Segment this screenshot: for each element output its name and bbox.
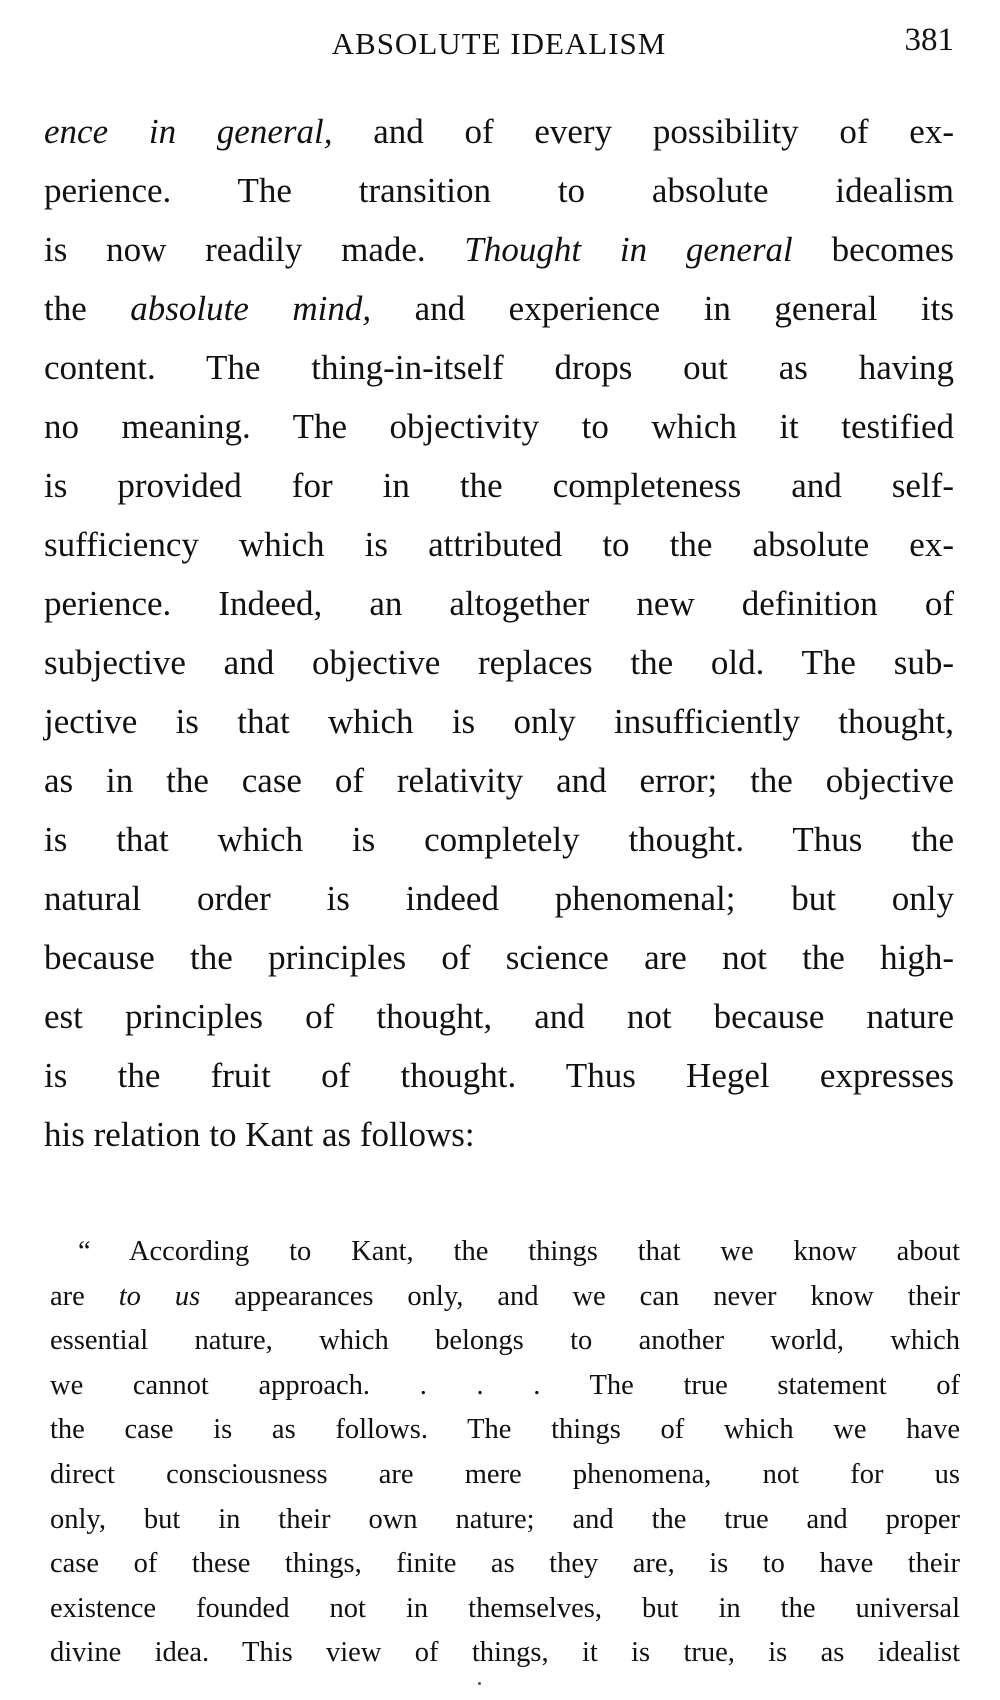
page-number: 381 (904, 22, 954, 58)
text-line (44, 220, 954, 279)
text-line: perience. The transition to absolute idealism (44, 171, 954, 210)
text-line: subjective and objective replaces the old. The sub- (44, 643, 954, 682)
text-run: the (44, 289, 131, 328)
italic-phrase: absolute mind, (130, 289, 372, 328)
text-line: as in the case of relativity and error; the objective (44, 761, 954, 800)
quote-line: essential nature, which belongs to another world, which (50, 1325, 960, 1357)
italic-phrase: Thought in general (464, 230, 793, 269)
text-line (44, 279, 954, 338)
text-line: no meaning. The objectivity to which it testified (44, 407, 954, 446)
text-line: is the fruit of thought. Thus Hegel expresses (44, 1056, 954, 1095)
text-line: perience. Indeed, an altogether new definition of (44, 584, 954, 623)
quote-line: direct consciousness are mere phenomena, not for us (50, 1458, 960, 1490)
running-head (44, 22, 954, 66)
text-line: sufficiency which is attributed to the absolute ex- (44, 525, 954, 564)
text-line: content. The thing-in-itself drops out as having (44, 348, 954, 387)
quote-line: “ According to Kant, the things that we know about (78, 1236, 960, 1267)
text-run: and experience in general its (371, 289, 954, 328)
quote-line: divine idea. This view of things, it is true, is as idealist (50, 1637, 960, 1669)
quote-line (50, 1275, 960, 1320)
text-run: is now readily made. (44, 230, 465, 269)
text-run: appearances only, and we can never know their (200, 1280, 960, 1312)
quote-line: only, but in their own nature; and the true and proper (50, 1503, 960, 1535)
italic-phrase: ence in general, (44, 112, 333, 151)
text-run: are (50, 1280, 119, 1312)
text-line: est principles of thought, and not because nature (44, 997, 954, 1036)
text-line: natural order is indeed phenomenal; but only (44, 879, 954, 918)
italic-phrase: to us (118, 1280, 201, 1312)
text-line: is that which is completely thought. Thus the (44, 820, 954, 859)
text-run: and of every possibility of ex- (332, 112, 954, 151)
running-title: ABSOLUTE IDEALISM (331, 26, 667, 61)
text-line: because the principles of science are not the high- (44, 938, 954, 977)
quote-line: existence founded not in themselves, but in the universal (50, 1592, 960, 1624)
text-line (44, 102, 954, 161)
quote-line: we cannot approach. . . . The true statement of (50, 1369, 960, 1401)
body-paragraph (44, 102, 954, 1164)
text-line: is provided for in the completeness and self- (44, 466, 954, 505)
block-quote (50, 1230, 960, 1676)
text-run: becomes (792, 230, 955, 269)
quote-line: the case is as follows. The things of which we have (50, 1414, 960, 1446)
text-line: his relation to Kant as follows: (44, 1115, 475, 1154)
quote-line: case of these things, finite as they are, is to have their (50, 1548, 960, 1580)
print-speck (478, 1682, 481, 1685)
text-line: jective is that which is only insufficiently thought, (44, 702, 954, 741)
